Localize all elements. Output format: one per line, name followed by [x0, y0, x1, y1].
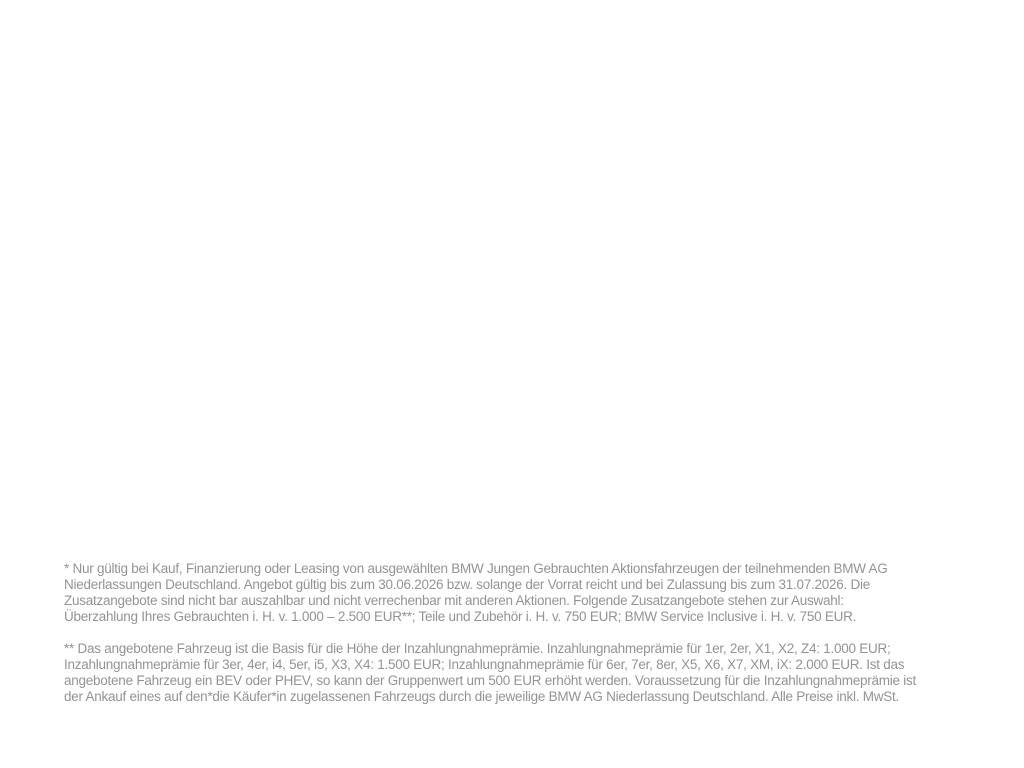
legal-disclaimer	[64, 561, 964, 705]
footnote-line: Inzahlungnahmeprämie für 3er, 4er, i4, 5er, i5, X3, X4: 1.500 EUR; Inzahlungnahmeprämie für 6er, 7er, 8er, X5, X6, X7, XM, iX: 2.000 EUR. Ist das	[64, 657, 905, 672]
footnote-line: * Nur gültig bei Kauf, Finanzierung oder Leasing von ausgewählten BMW Jungen Gebrauchten Aktionsfahrzeugen der teilnehmenden BMW AG	[64, 561, 888, 576]
footnote-line: Überzahlung Ihres Gebrauchten i. H. v. 1.000 – 2.500 EUR**; Teile und Zubehör i. H. v. 750 EUR; BMW Service Inclusive i. H. v. 750 EUR.	[64, 609, 857, 624]
footnote-line: angebotene Fahrzeug ein BEV oder PHEV, so kann der Gruppenwert um 500 EUR erhöht werden. Voraussetzung für die Inzahlungnahmeprämie ist	[64, 673, 917, 688]
footnote-line: Zusatzangebote sind nicht bar auszahlbar und nicht verrechenbar mit anderen Aktionen. Folgende Zusatzangebote stehen zur Auswahl:	[64, 593, 844, 608]
footnote-line: Niederlassungen Deutschland. Angebot gültig bis zum 30.06.2026 bzw. solange der Vorrat reicht und bei Zulassung bis zum 31.07.2026. Die	[64, 577, 871, 592]
footnote-paragraph-1	[64, 561, 964, 625]
footnote-line: ** Das angebotene Fahrzeug ist die Basis für die Höhe der Inzahlungnahmeprämie. Inzahlungnahmeprämie für 1er, 2er, X1, X2, Z4: 1.000 EUR;	[64, 641, 891, 656]
footnote-paragraph-2	[64, 641, 964, 705]
footnote-line: der Ankauf eines auf den*die Käufer*in zugelassenen Fahrzeugs durch die jeweilige BMW AG Niederlassung Deutschland. Alle Preise inkl. MwSt.	[64, 689, 899, 704]
